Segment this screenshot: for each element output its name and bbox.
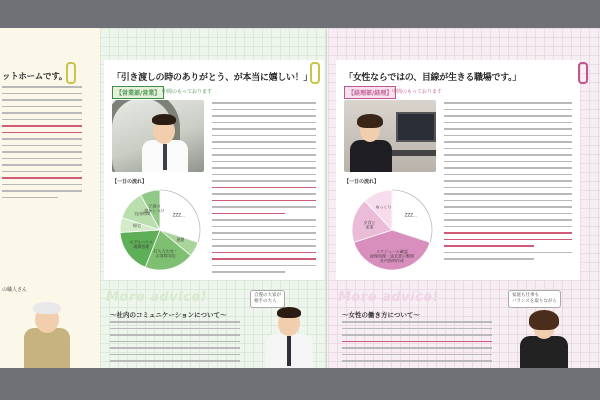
admin-speech-bubble: 家庭も仕事も バランスを取りながら (508, 290, 561, 308)
sales-dept-sub: 中間のもっております (162, 89, 213, 95)
admin-dept-sub: 中間のもっております (392, 89, 443, 95)
admin-person-photo (514, 308, 576, 368)
pie-label: モデルハウス現場管理 (129, 239, 153, 250)
sales-advice-subtitle: 〜社内のコミュニケーションについて〜 (110, 311, 227, 319)
paperclip-icon (66, 62, 76, 84)
sales-advice-text (110, 321, 240, 367)
admin-schedule-label: 【一日の流れ】 (344, 179, 380, 185)
sales-advice-heading: More advice! (106, 290, 208, 305)
admin-advice-subtitle: 〜女性の働き方について〜 (342, 311, 420, 319)
admin-title: 「女性ならではの、目線が生きる職場です。」 (344, 73, 522, 83)
sales-dept-label: 【営業部/営業】 (112, 86, 164, 99)
admin-advice-heading: More advice! (338, 290, 440, 305)
pie-label: 子供の寝かしつけ (144, 203, 165, 214)
sales-speech-bubble: 自慢の大家が 相手の大人 (250, 290, 285, 308)
pie-label: 帰宅 (132, 223, 141, 229)
pie-label: スケジュール確認経理処理・請求書の整理社内資料作成 (370, 249, 414, 264)
sales-title: 「引き渡しの時のありがとう、が本当に嬉しい！」 (112, 73, 313, 83)
pie-label: ゆっくり (375, 204, 392, 210)
accountant-photo (344, 100, 436, 172)
admin-pie-chart (344, 184, 444, 276)
sales-person-photo (260, 304, 320, 368)
pie-label: ZZZ... (172, 212, 185, 218)
pie-label: 自由時間 (134, 211, 151, 217)
paperclip-icon (310, 62, 320, 84)
sales-schedule-label: 【一日の流れ】 (112, 179, 148, 185)
pie-label: 打ち合わせ・お客様対応 (153, 248, 178, 258)
pie-label: ZZZ... (404, 212, 417, 218)
left-body-text (2, 86, 82, 203)
admin-dept-label: 【経理部/経理】 (344, 86, 396, 99)
pie-label: 通勤 (176, 237, 185, 243)
admin-page (328, 28, 600, 368)
brochure-spread (0, 28, 600, 368)
left-page-heading: ットホームです。 (2, 72, 67, 82)
paperclip-icon (578, 62, 588, 84)
admin-advice-text (342, 321, 492, 367)
worker-photo (18, 298, 88, 368)
left-caption: の職人さん (2, 287, 28, 293)
admin-body-text (444, 102, 572, 265)
salesman-photo (112, 100, 204, 172)
left-page (0, 28, 100, 368)
sales-body-text (212, 102, 316, 278)
sales-page (100, 28, 328, 368)
pie-label: 夕食と家事 (363, 220, 376, 230)
sales-pie-chart (112, 184, 212, 276)
